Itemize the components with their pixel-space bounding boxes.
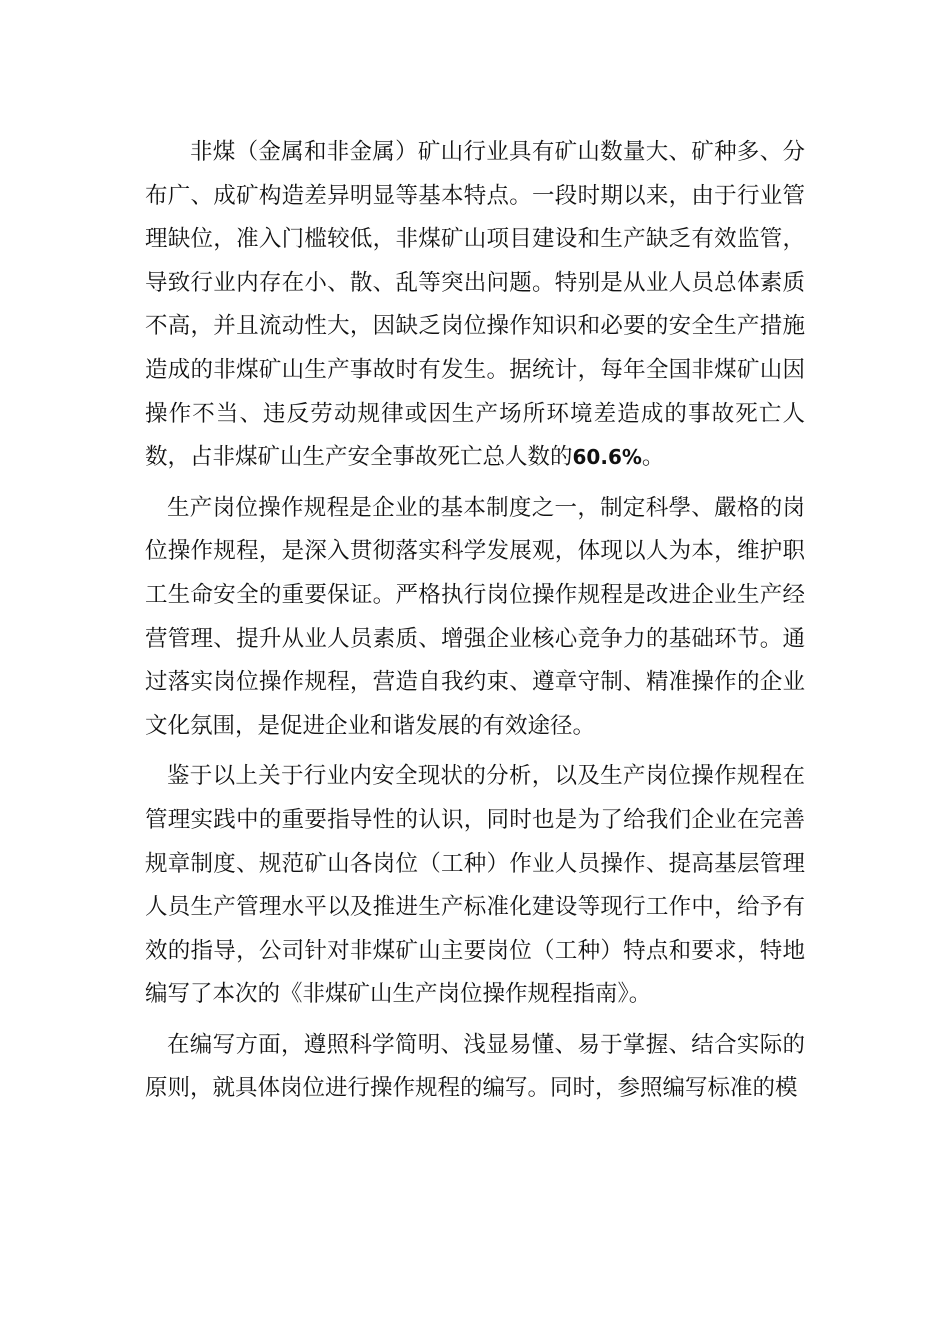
paragraph-industry-overview	[145, 131, 805, 480]
paragraph-purpose	[145, 755, 805, 1017]
paragraph-text: 在编写方面，遵照科学简明、浅显易懂、易于掌握、结合实际的原则，就具体岗位进行操作规程的编写。同时，参照编写标准的模	[145, 1031, 805, 1102]
paragraph-end-punctuation: 。	[641, 444, 665, 471]
paragraph-operating-rules	[145, 487, 805, 749]
paragraph-text: 生产岗位操作规程是企业的基本制度之一，制定科學、嚴格的岗位操作规程，是深入贯彻落实科学发展观，体现以人为本，维护职工生命安全的重要保证。严格执行岗位操作规程是改进企业生产经营管理、提升从业人员素质、增强企业核心竞争力的基础环节。通过落实岗位操作规程，营造自我约束、遵章守制、精准操作的企业文化氛围，是促进企业和谐发展的有效途径。	[145, 494, 805, 739]
paragraph-compilation	[145, 1024, 805, 1111]
paragraph-text: 鉴于以上关于行业内安全现状的分析，以及生产岗位操作规程在管理实践中的重要指导性的认识，同时也是为了给我们企业在完善规章制度、规范矿山各岗位（工种）作业人员操作、提高基层管理人员生产管理水平以及推进生产标准化建设等现行工作中，给予有效的指导，公司针对非煤矿山主要岗位（工种）特点和要求，特地编写了本次的《非煤矿山生产岗位操作规程指南》。	[145, 763, 805, 1008]
fatality-percentage: 60.6%	[572, 445, 642, 470]
document-body	[145, 131, 805, 1118]
paragraph-text: 非煤（金属和非金属）矿山行业具有矿山数量大、矿种多、分布广、成矿构造差异明显等基本特点。一段时期以来，由于行业管理缺位，准入门槛较低，非煤矿山项目建设和生产缺乏有效监管，导致行业内存在小、散、乱等突出问题。特别是从业人员总体素质不高，并且流动性大，因缺乏岗位操作知识和必要的安全生产措施造成的非煤矿山生产事故时有发生。据统计，每年全国非煤矿山因操作不当、违反劳动规律或因生产场所环境差造成的事故死亡人数，占非煤矿山生产安全事故死亡总人数的	[145, 139, 805, 471]
